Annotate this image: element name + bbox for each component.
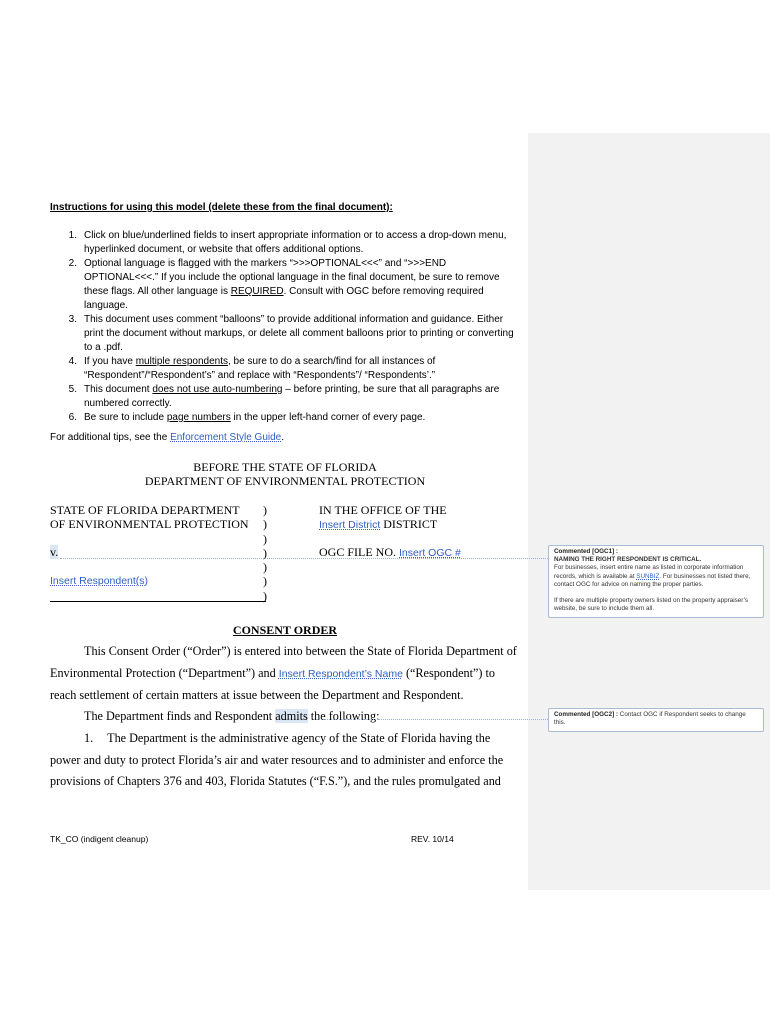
respondent-name-field[interactable]: Insert Respondent’s Name <box>278 667 403 680</box>
comment-connector-2 <box>316 719 548 720</box>
list-item: 3. This document uses comment “balloons” to provide additional information and guidance. Either print the document without markups, or delete all comment balloons prior to printing or converting to a .pdf. <box>68 314 514 353</box>
paragraph-intro: This Consent Order (“Order”) is entered into between the State of Florida Department of Environmental Protection (“Department”) and Insert Respondent’s Name (“Respondent”) to reach settlement of certain matters at issue between the Department and Respondent. <box>50 644 517 702</box>
ogc-field[interactable]: Insert OGC # <box>399 547 461 559</box>
office-label: IN THE OFFICE OF THE <box>319 503 447 517</box>
district-field[interactable]: Insert District <box>319 519 381 531</box>
caption-party-2: OF ENVIRONMENTAL PROTECTION <box>50 517 249 531</box>
caption-party-1: STATE OF FLORIDA DEPARTMENT <box>50 503 240 517</box>
instructions-list <box>50 229 520 425</box>
admits-highlight: admits <box>275 709 308 723</box>
respondent-field[interactable]: Insert Respondent(s) <box>50 575 149 587</box>
comment-label: Commented [OGC2] : <box>554 711 619 718</box>
list-item: 4. If you have multiple respondents, be sure to do a search/find for all instances of “Respondent”/“Respondent’s” and replace with “Respondents”/ “Respondents’.” <box>68 356 436 381</box>
comment-connector-1 <box>60 558 548 559</box>
sunbiz-link[interactable]: SUNBIZ <box>636 572 660 580</box>
paragraph-findings: The Department finds and Respondent admits the following: <box>84 709 380 723</box>
additional-tips: For additional tips, see the Enforcement Style Guide. <box>50 432 285 443</box>
signature-line <box>50 601 266 602</box>
heading-line-2: DEPARTMENT OF ENVIRONMENTAL PROTECTION <box>144 474 426 488</box>
list-item: 6. Be sure to include page numbers in the upper left-hand corner of every page. <box>68 412 426 423</box>
footer-left: TK_CO (indigent cleanup) <box>50 834 149 844</box>
comment-balloon-2[interactable]: Commented [OGC2] : Contact OGC if Respondent seeks to change this. <box>548 708 764 732</box>
comments-margin <box>528 133 770 890</box>
consent-order-title: CONSENT ORDER <box>232 623 338 637</box>
comment-label: Commented [OGC1] : <box>554 548 619 555</box>
heading-line-1: BEFORE THE STATE OF FLORIDA <box>193 460 377 474</box>
comment-balloon-1[interactable]: Commented [OGC1] : NAMING THE RIGHT RESPONDENT IS CRITICAL. For businesses, insert entire name as listed in corporate information records, which is available at SUNBIZ. For businesses not listed there, contact OGC for advice on naming the proper parties. If there are multiple property owners listed on the property appraiser’s website, be sure to include them all. <box>548 545 764 618</box>
district-line: Insert District DISTRICT <box>319 517 438 531</box>
paragraph-1: 1. The Department is the administrative agency of the State of Florida having the power and duty to protect Florida’s air and water resources and to administer and enforce the provisions of Chapters 376 and 403, Florida Statutes (“F.S.”), and the rules promulgated and <box>50 731 504 788</box>
list-item: 1. Click on blue/underlined fields to insert appropriate information or to access a drop-down menu, hyperlinked document, or website that offers additional options. <box>68 230 507 255</box>
caption-parens: ) ) ) ) ) ) ) <box>263 503 267 603</box>
caption-versus: v. <box>50 545 59 559</box>
list-item: 2. Optional language is flagged with the markers “>>>OPTIONAL<<<” and “>>>END OPTIONAL<<<.” If you include the optional language in the final document, be sure to remove these flags. All other language is REQUIRED. Consult with OGC before removing required language. <box>68 258 500 311</box>
instructions-title: Instructions for using this model (delete these from the final document): <box>50 202 393 213</box>
footer-right: REV. 10/14 <box>411 834 454 844</box>
ogc-file-line: OGC FILE NO. Insert OGC # <box>319 545 461 559</box>
list-item: 5. This document does not use auto-numbering – before printing, be sure that all paragraphs are numbered correctly. <box>68 384 500 409</box>
style-guide-link[interactable]: Enforcement Style Guide <box>170 432 282 443</box>
